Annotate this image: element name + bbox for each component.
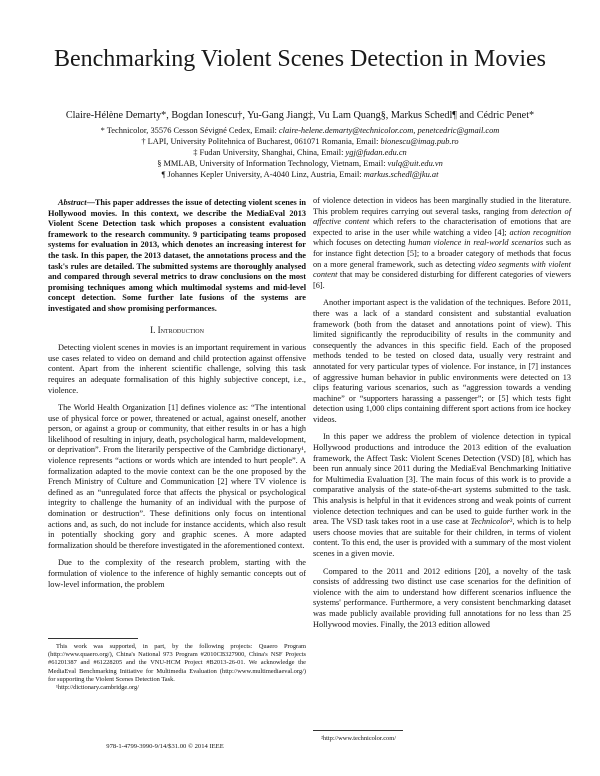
technicolor-footnote: ²http://www.technicolor.com/ bbox=[321, 735, 396, 742]
right-column bbox=[313, 196, 571, 637]
left-footnotes bbox=[48, 638, 306, 692]
body-paragraph: The World Health Organization [1] defines violence as: “The intentional use of physical force or power, threatened or actual, against oneself, another person, or against a group or community, that either results in or has a high likelihood of resulting in injury, death, psychological harm, maldevelopment, or deprivation”. From the literarily perspective of the Cambridge dictionary¹, violence represents “actions or words which are intended to hurt people”. A formalization adapted to the movie context can be the one proposed by the French Ministry of Culture and Communication [2] where TV violence is defined as an “unregulated force that affects the physical or psychological integrity to challenge the humanity of an individual with the purpose of domination or destruction”. These definitions only focus on intentional actions and, as such, do not include for instance accidents, which also result in potentially shocking gory and graphic scenes. A more adapted formalization should be therefore investigated in the aforementioned context. bbox=[48, 403, 306, 550]
copyright-footer: 978-1-4799-3990-9/14/$31.00 © 2014 IEEE bbox=[106, 743, 224, 750]
dictionary-footnote: ¹http://dictionary.cambridge.org/ bbox=[56, 684, 140, 692]
author-list: Claire-Hélène Demarty*, Bogdan Ionescu†, Yu-Gang Jiang‡, Vu Lam Quang§, Markus Schedl¶ and Cédric Penet* bbox=[65, 110, 535, 121]
footnote-rule bbox=[313, 730, 403, 731]
left-column bbox=[48, 198, 306, 597]
body-paragraph: of violence detection in videos has been marginally studied in the literature. This problem requires carrying out several tasks, ranging from detection of affective content which refers to the characterisation of emotions that are expected to arise in the user while watching a video [4]; action recognition which focuses on detecting human violence in real-world scenarios such as for instance fight detection [5]; to a broader category of methods that focus on a more general framework, such as detecting video segments with violent content that may be considered disturbing for different categories of viewers [6]. bbox=[313, 196, 572, 290]
body-paragraph: Detecting violent scenes in movies is an important requirement in various use cases related to video on demand and child protection against offensive content. Apart from the inherent scientific challenge, solving this task requires an adequate formalisation of this highly subjective concept, i.e., violence. bbox=[48, 343, 306, 395]
affiliation-technicolor: * Technicolor, 35576 Cesson Sévigné Cedex, Email: claire-helene.demarty@technicolor.com, penetcedric@gmail.com bbox=[100, 126, 500, 135]
affiliation-mmlab: § MMLAB, University of Information Technology, Vietnam, Email: vulq@uit.edu.vn bbox=[157, 159, 443, 168]
affiliation-fudan: ‡ Fudan University, Shanghai, China, Email: ygj@fudan.edu.cn bbox=[193, 148, 407, 157]
right-footnotes bbox=[313, 730, 571, 743]
abstract: Abstract—This paper addresses the issue of detecting violent scenes in Hollywood movies. In this context, we describe the MediaEval 2013 Violent Scene Detection task which proposes a consistent evaluation framework to the research community. 9 participating teams proposed systems for evaluation in 2013, which denotes an increasing interest for the task. In this paper, the 2013 dataset, the annotations process and the task's rules are detailed. The submitted systems are thoroughly analysed and compared through several metrics to draw conclusions on the most promising techniques among which multimodal systems and mid-level concept detection. Some further late fusions of the systems are investigated and show promising performances. bbox=[48, 198, 306, 313]
affiliation-jku: ¶ Johannes Kepler University, A-4040 Linz, Austria, Email: markus.schedl@jku.at bbox=[161, 170, 439, 179]
footnote-rule bbox=[48, 638, 138, 639]
body-paragraph: In this paper we address the problem of violence detection in typical Hollywood productions and introduce the 2013 edition of the evaluation framework, the Affect Task: Violent Scenes Detection (VSD) [8], which has been run annualy since 2011 during the MediaEval Benchmarking Initiative for Multimedia Evaluation [3]. The main focus of this work is to provide a comparative analysis of the state-of-the-art systems submitted to the task. This analysis is helpful in that it evidences strong and weak points of current violence detection techniques and can be used to guide further work in the area. The VSD task takes root in a use case at Technicolor², which is to help users choose movies that are suitable for their children, in terms of violent content. To this end, the user is provided with a summary of the most violent scenes in a given movie. bbox=[313, 432, 571, 558]
body-paragraph: Another important aspect is the validation of the techniques. Before 2011, there was a lack of a standard consistent and substantial evaluation framework (both from the dataset and annotations point of view). This limited significantly the reproducibility of results in the community and consequently the advances in this specific field. Each of the proposed methods tended to be tested on closed data, usually very restraint and annotated for very particular types of violence. For instance, in [7] instances of aggressive human behavior in public environments were detected on 13 clips featuring various scenarios, such as “aggression towards a vending machine” or “supporters harassing a passenger”; or [5] which tests fight detection using 1,000 clips containing different sport actions from ice hockey videos. bbox=[313, 298, 571, 424]
body-paragraph: Due to the complexity of the research problem, starting with the formulation of violence to the inference of highly semantic concepts out of low-level information, the problem bbox=[48, 558, 306, 589]
paper-title: Benchmarking Violent Scenes Detection in Movies bbox=[53, 46, 546, 72]
body-paragraph: Compared to the 2011 and 2012 editions [20], a novelty of the task consists of addressing two distinct use case scenarios for the definition of violence with the aim to understand how different scenarios influence the systems' performance. Furthermore, a very consistent benchmarking dataset was made publicly available providing full annotations for no less than 25 Hollywood movies. Finally, the 2013 edition allowed bbox=[313, 566, 571, 629]
section-heading-introduction: I. Introduction bbox=[150, 324, 204, 335]
funding-footnote: This work was supported, in part, by the following projects: Quaero Program (http://www.quaero.org/), China's National 973 Program #2010CB327900, China's NSF Projects #61201387 and #61228205 and the VNU-HCM Project #B2013-26-01. We acknowledge the MediaEval Benchmarking Initiative for Multimedia Evaluation (http://www.multimediaeval.org/) for supporting the Violent Scenes Detection Task. bbox=[48, 643, 306, 683]
affiliation-lapi: † LAPI, University Politehnica of Bucharest, 061071 Romania, Email: bionescu@imag.pub.ro bbox=[141, 137, 459, 146]
